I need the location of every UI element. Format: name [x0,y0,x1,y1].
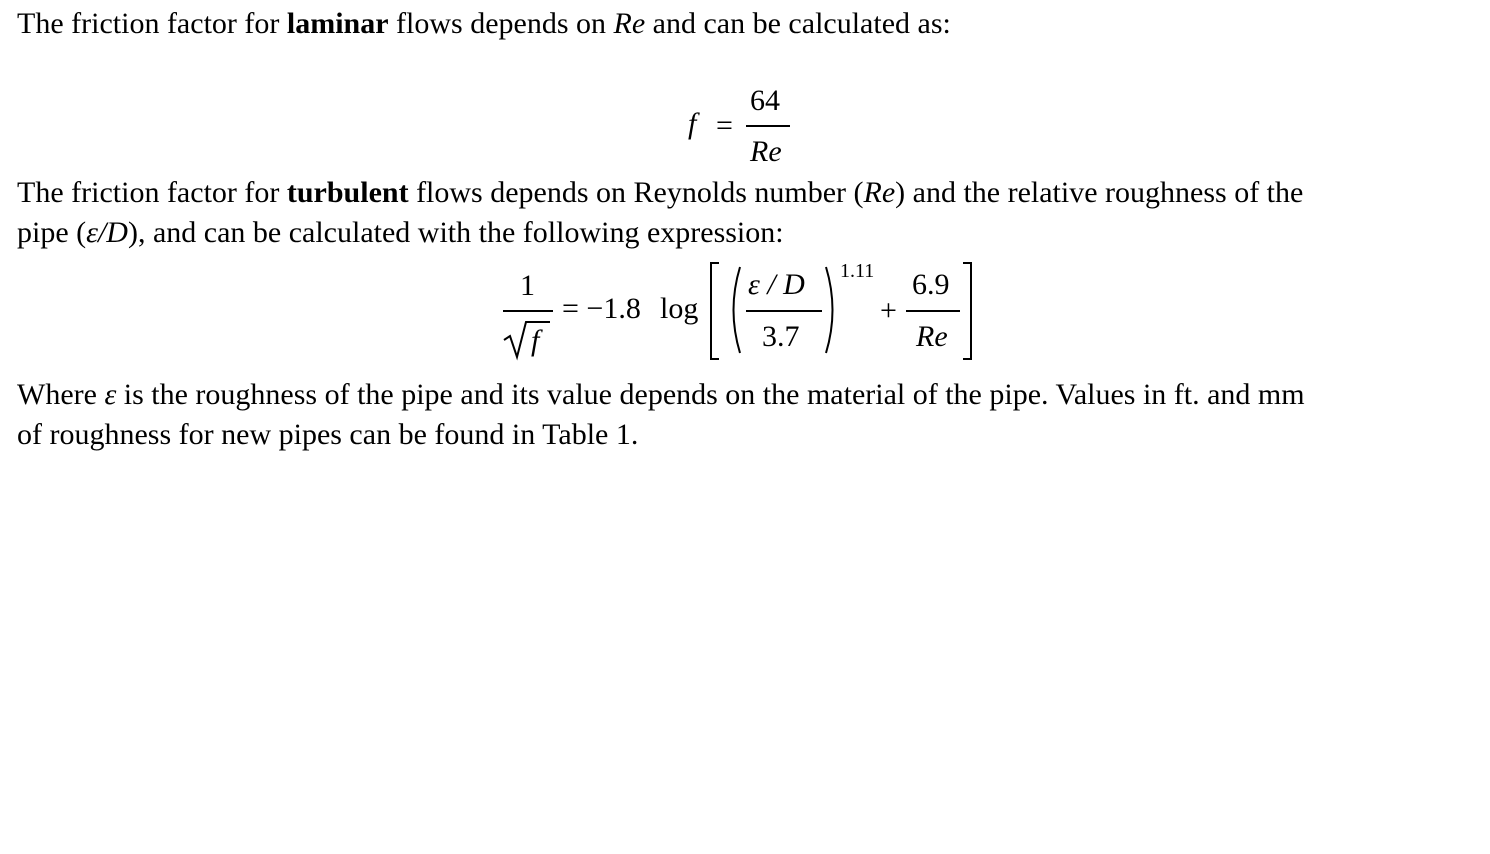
text-run: is the roughness of the pipe and its value depends on the material of the pipe. Values in ft. and mm [116,378,1305,411]
text-run: The friction factor for [17,7,287,40]
turbulent-paragraph [17,173,1303,253]
bold-term-laminar: laminar [286,7,389,40]
turbulent-line-1 [17,173,1303,213]
eq2-log: log [660,292,699,325]
eq2-sqrt-arg-f: f [531,324,540,357]
text-run: flows depends on [388,7,614,40]
where-paragraph [17,375,1305,455]
eq1-lhs-f: f [688,107,697,140]
left-square-bracket-icon [708,262,720,360]
eq2-inner-denominator: 3.7 [762,320,800,353]
eq1-denominator: Re [750,135,782,168]
eq2-inner-numerator: ε / D [748,268,805,301]
italic-re: Re [863,176,896,209]
italic-re: Re [613,7,646,40]
right-square-bracket-icon [962,262,974,360]
text-run: ) and the relative roughness of the [895,176,1304,209]
eq1-fraction-bar [746,125,790,127]
italic-epsilon: ε [104,378,117,411]
text-run: flows depends on Reynolds number ( [408,176,864,209]
eq2-exponent: 1.11 [840,260,875,282]
right-paren-icon [824,266,840,354]
eq2-second-numerator: 6.9 [912,268,950,301]
eq2-plus: + [880,294,897,327]
text-run: ), and can be calculated with the following expression: [127,216,784,249]
where-line-1 [17,375,1305,415]
eq2-numerator-1: 1 [520,269,535,302]
where-line-2: of roughness for new pipes can be found in Table 1. [17,418,639,451]
left-paren-icon [726,266,742,354]
eq2-equals-coefficient: = −1.8 [562,292,641,325]
text-run: Where [17,378,105,411]
eq2-inner-fraction-bar [746,310,822,312]
text-run: and can be calculated as: [645,7,951,40]
text-run: The friction factor for [17,176,287,209]
eq1-equals: = [716,109,733,142]
italic-eps-over-d: ε/D [86,216,128,249]
text-run: pipe ( [17,216,87,249]
eq2-second-denominator: Re [916,320,948,353]
turbulent-line-2 [17,213,1303,253]
eq2-second-fraction-bar [906,310,960,312]
eq2-lhs-fraction-bar [503,310,553,312]
eq1-numerator: 64 [750,84,780,117]
sqrt-radical-icon [504,320,550,360]
laminar-paragraph [17,4,951,44]
bold-term-turbulent: turbulent [286,176,409,209]
